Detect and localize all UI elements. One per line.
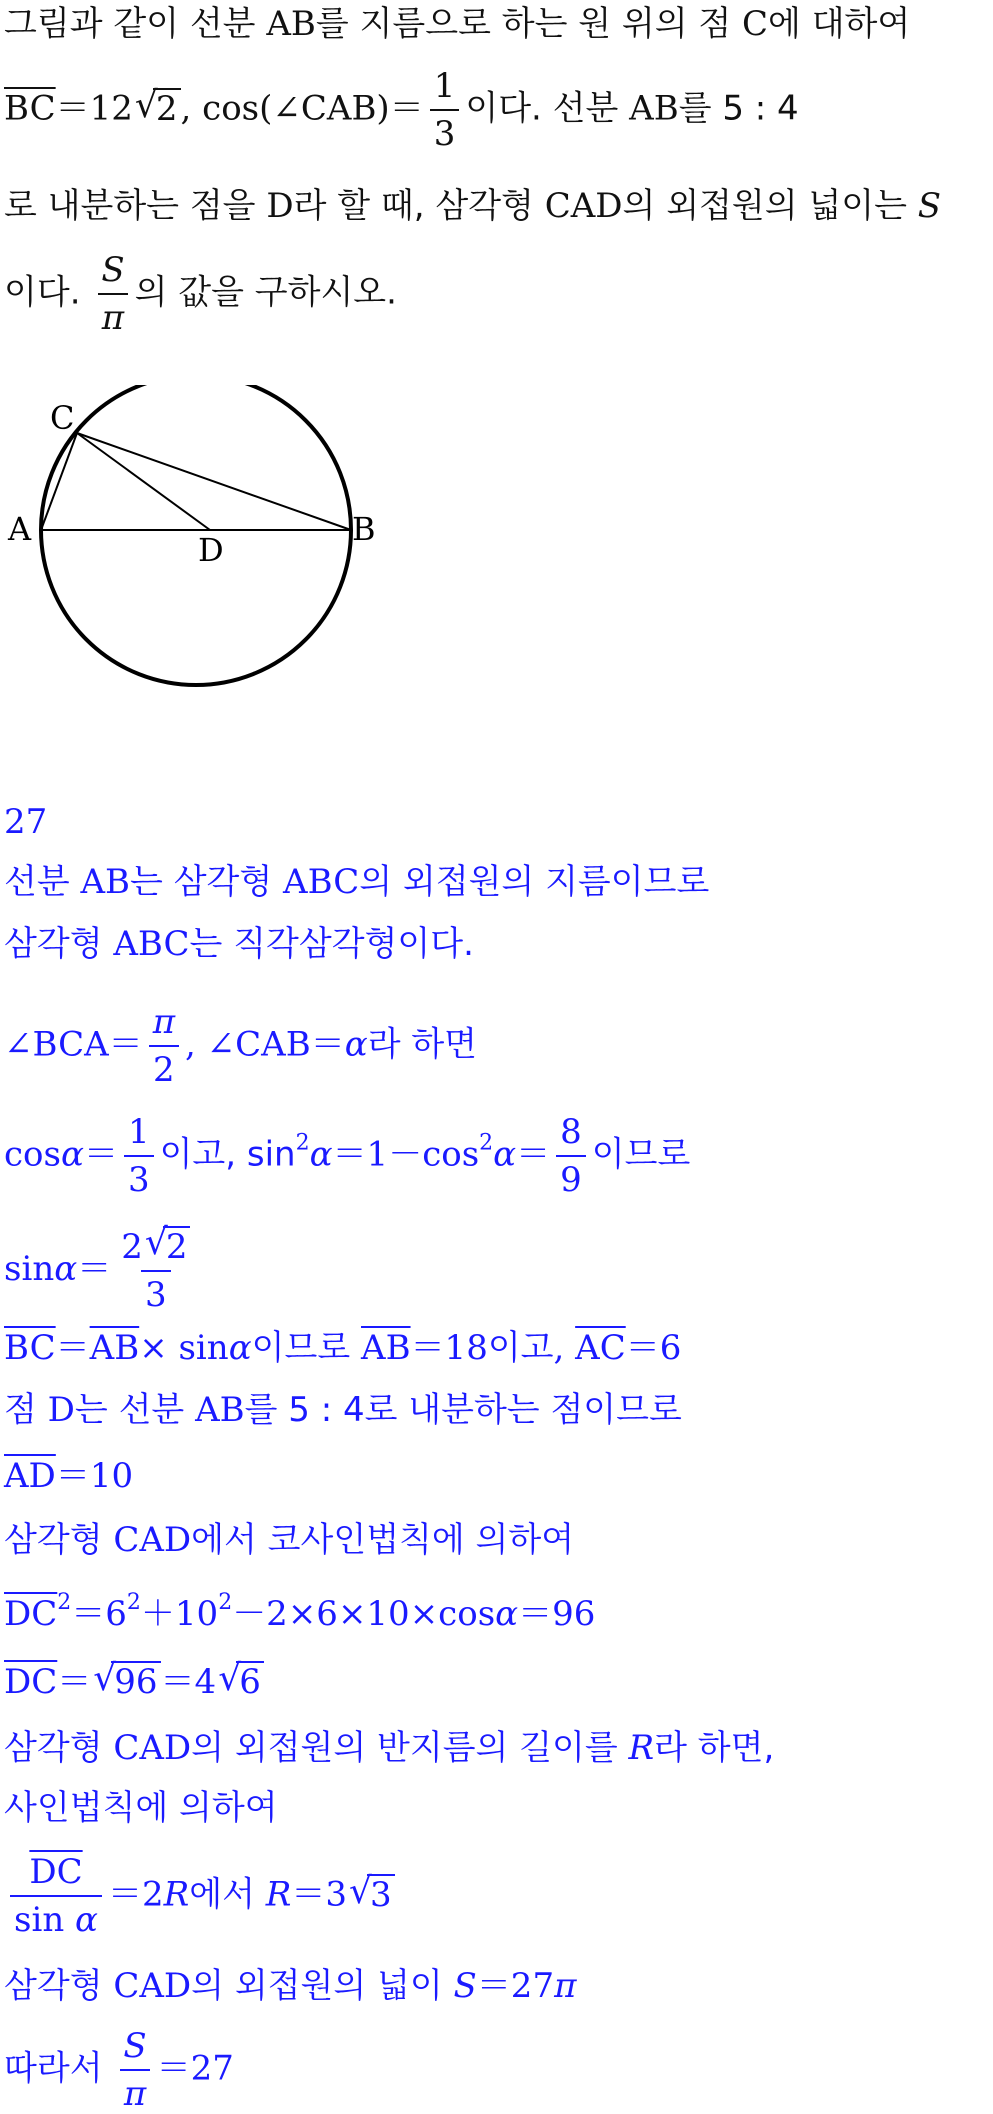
label-a: A bbox=[8, 510, 32, 548]
answer-number: 27 bbox=[4, 802, 48, 842]
solution-line-6: $\overline{BC}=\overline{AB}\times \sin\alpha$이므로 $\overline{AB}=18$이고, $\overline{AC}=6$ bbox=[4, 1328, 682, 1368]
fraction: $\frac{S}{\pi}$ bbox=[97, 250, 128, 338]
label-b: B bbox=[352, 510, 376, 548]
point-c: C bbox=[742, 4, 769, 44]
solution-line-5: sinα＝ $\frac{2 √ 2}{3}$ bbox=[4, 1226, 200, 1315]
problem-line-1: 그림과 같이 선분 AB를 지름으로 하는 원 위의 점 C에 대하여 bbox=[4, 4, 911, 44]
segment-cb-line bbox=[77, 433, 351, 530]
problem-line-3: 로 내분하는 점을 D라 할 때, 삼각형 CAD의 외접원의 넓이는 S bbox=[4, 186, 942, 226]
fraction: $\frac{\pi}{2}$ bbox=[149, 1002, 179, 1090]
solution-line-14: $\frac{\overline{DC}}{\text{sin α}}$ ＝2R에서 R＝3 √ 3 bbox=[4, 1852, 395, 1940]
solution-line-2: 삼각형 ABC는 직각삼각형이다. bbox=[4, 924, 474, 964]
fraction: $\frac{2 √ 2}{3}$ bbox=[117, 1226, 194, 1315]
fraction: $\frac{1}{3}$ bbox=[124, 1112, 154, 1200]
label-c: C bbox=[50, 399, 75, 437]
solution-line-10: $\overline{DC}^2=6^2+10^2-2\times 6\times 10\times\cos\alpha=96$ bbox=[4, 1590, 596, 1634]
solution-line-12: 삼각형 CAD의 외접원의 반지름의 길이를 R라 하면, bbox=[4, 1728, 775, 1768]
segment-ac-line bbox=[41, 433, 77, 530]
segment-ab: AB bbox=[266, 4, 316, 44]
geometry-figure bbox=[0, 385, 400, 705]
solution-line-8: $\overline{AD}=10$ bbox=[4, 1456, 134, 1496]
label-d: D bbox=[198, 531, 224, 569]
solution-line-1: 선분 AB는 삼각형 ABC의 외접원의 지름이므로 bbox=[4, 862, 710, 902]
fraction: $\frac{8}{9}$ bbox=[556, 1112, 586, 1200]
solution-line-7: 점 D는 선분 AB를 5 : 4로 내분하는 점이므로 bbox=[4, 1390, 682, 1430]
sqrt: √ 2 bbox=[135, 87, 181, 131]
solution-line-11: $\overline{DC}=$ √ 96＝4 √ 6 bbox=[4, 1660, 264, 1704]
fraction: $\frac{1}{3}$ bbox=[430, 66, 460, 154]
solution-line-4: cosα＝ $\frac{1}{3}$ 이고, $\sin^2\alpha=1-\cos^2\alpha=$ $\frac{8}{9}$ 이므로 bbox=[4, 1112, 691, 1200]
solution-line-15: 삼각형 CAD의 외접원의 넓이 S＝27π bbox=[4, 1966, 577, 2006]
segment-cd-line bbox=[77, 433, 210, 530]
solution-line-13: 사인법칙에 의하여 bbox=[4, 1788, 278, 1828]
segment-bc: $\overline{BC}$ bbox=[4, 88, 56, 129]
solution-line-16: 따라서 $\frac{S}{\pi}$ ＝27 bbox=[4, 2026, 234, 2114]
solution-line-9: 삼각형 CAD에서 코사인법칙에 의하여 bbox=[4, 1520, 575, 1560]
problem-line-4: 이다. $\frac{S}{\pi}$ 의 값을 구하시오. bbox=[4, 250, 397, 338]
fraction: $\frac{\overline{DC}}{\text{sin α}}$ bbox=[10, 1852, 102, 1940]
fraction: $\frac{S}{\pi}$ bbox=[119, 2026, 150, 2114]
solution-line-3: ∠BCA＝ $\frac{\pi}{2}$ , ∠CAB＝α라 하면 bbox=[4, 1002, 478, 1090]
circle bbox=[41, 385, 351, 685]
problem-line-2: $\overline{BC}=12$ √ 2, cos(∠CAB)＝ $\frac{1}{3}$ 이다. 선분 AB를 5 : 4 bbox=[4, 66, 799, 154]
